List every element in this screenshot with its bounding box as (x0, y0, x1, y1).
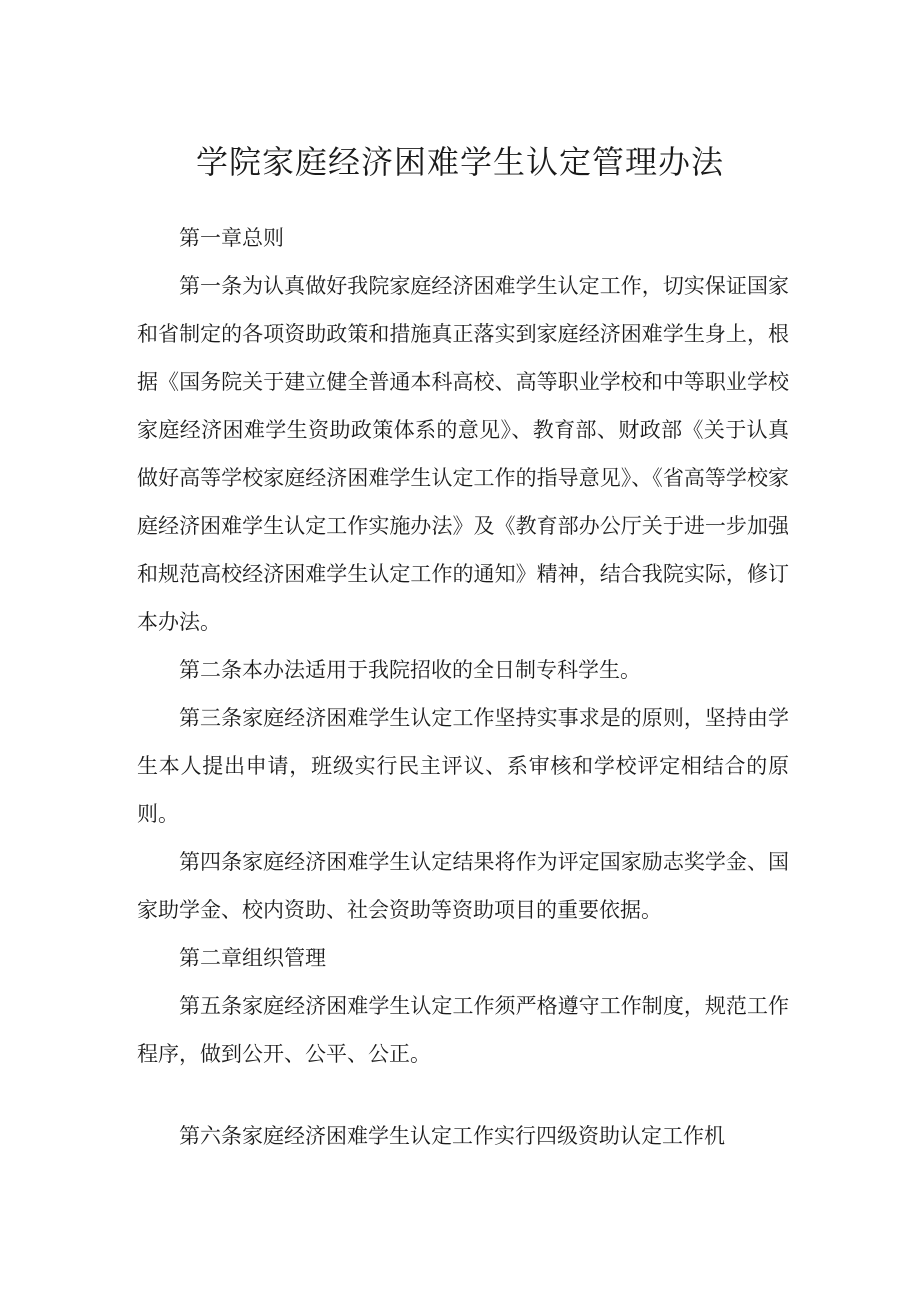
article-paragraph: 第六条家庭经济困难学生认定工作实行四级资助认定工作机 (179, 1124, 725, 1148)
document-body (137, 214, 789, 1160)
document-title: 学院家庭经济困难学生认定管理办法 (195, 143, 724, 181)
article-paragraph: 第三条家庭经济困难学生认定工作坚持实事求是的原则，坚持由学生本人提出申请，班级实行民主评议、系审核和学校评定相结合的原则。 (137, 706, 789, 826)
article-paragraph: 第二条本办法适用于我院招收的全日制专科学生。 (179, 658, 641, 682)
paragraph-gap (137, 1078, 789, 1112)
article-paragraph: 第一条为认真做好我院家庭经济困难学生认定工作，切实保证国家和省制定的各项资助政策和措施真正落实到家庭经济困难学生身上，根据《国务院关于建立健全普通本科高校、高等职业学校和中等职业学校家庭经济困难学生资助政策体系的意见》、教育部、财政部《关于认真做好高等学校家庭经济困难学生认定工作的指导意见》、《省高等学校家庭经济困难学生认定工作实施办法》及《教育部办公厅关于进一步加强和规范高校经济困难学生认定工作的通知》精神，结合我院实际，修订本办法。 (137, 274, 789, 634)
chapter-heading: 第二章组织管理 (179, 946, 326, 970)
article-paragraph: 第四条家庭经济困难学生认定结果将作为评定国家励志奖学金、国家助学金、校内资助、社会资助等资助项目的重要依据。 (137, 850, 789, 922)
chapter-heading: 第一章总则 (179, 226, 284, 250)
article-paragraph: 第五条家庭经济困难学生认定工作须严格遵守工作制度，规范工作程序，做到公开、公平、公正。 (137, 994, 789, 1066)
